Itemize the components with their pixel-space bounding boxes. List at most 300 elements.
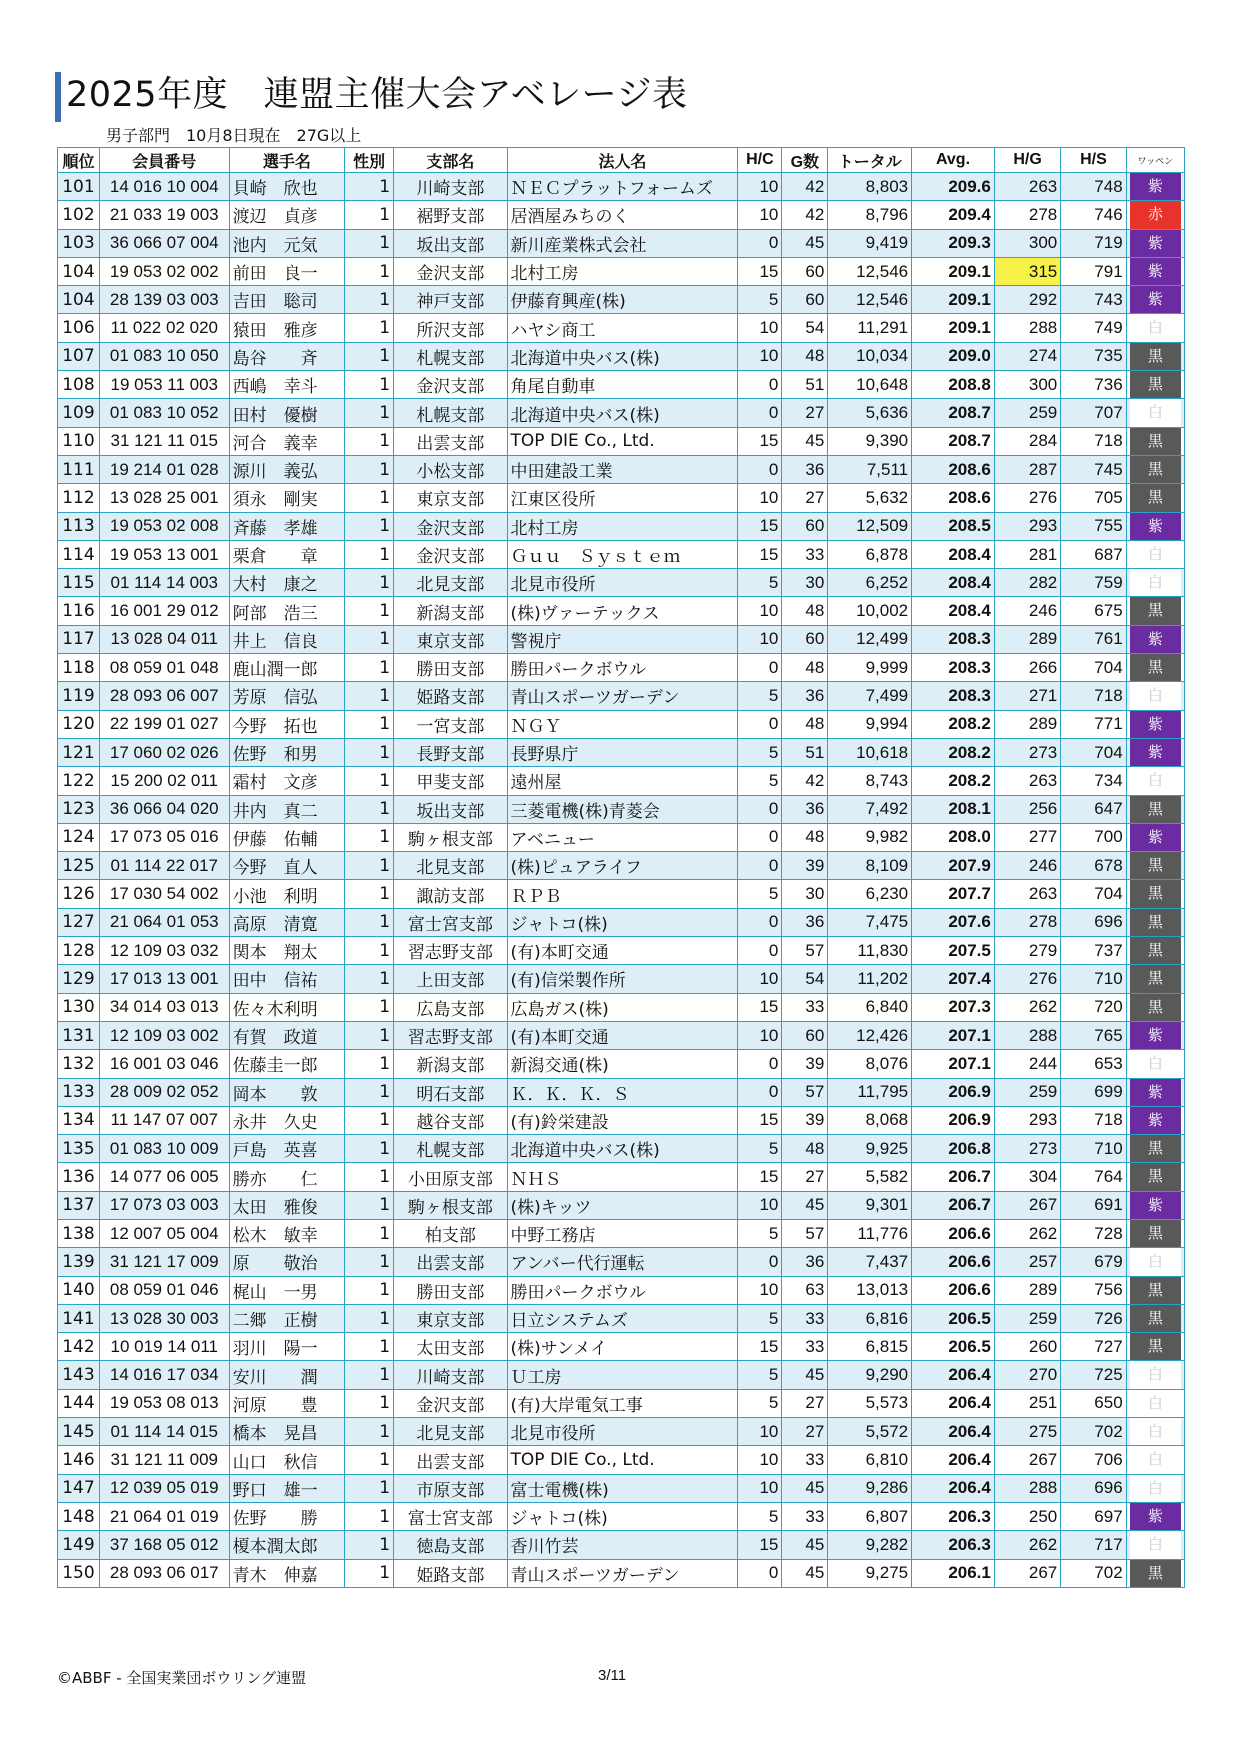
table-cell-games: 57 (782, 1078, 828, 1106)
patch-badge: 白 (1130, 1418, 1181, 1445)
table-cell-handicap: 5 (738, 880, 782, 908)
table-cell-high-game: 275 (994, 1418, 1060, 1446)
table-cell-high-game: 289 (994, 1276, 1060, 1304)
table-row (58, 257, 1185, 285)
table-cell-total: 11,202 (828, 965, 912, 993)
table-cell-player-name: 関本 翔太 (229, 937, 344, 965)
table-cell-high-game: 281 (994, 540, 1060, 568)
table-cell-player-name: 永井 久史 (229, 1106, 344, 1134)
table-cell-branch: 姫路支部 (394, 682, 507, 710)
table-cell-handicap: 10 (738, 1276, 782, 1304)
table-cell-rank: 136 (58, 1163, 100, 1191)
table-cell-high-game: 300 (994, 229, 1060, 257)
table-cell-games: 48 (782, 710, 828, 738)
table-cell-member-number: 17 030 54 002 (99, 880, 229, 908)
table-cell-sex: 1 (345, 1559, 394, 1587)
table-cell-average: 206.1 (912, 1559, 995, 1587)
table-cell-patch (1126, 1106, 1184, 1134)
table-cell-member-number: 08 059 01 048 (99, 654, 229, 682)
table-cell-rank: 149 (58, 1531, 100, 1559)
table-cell-patch (1126, 823, 1184, 851)
table-cell-member-number: 28 093 06 017 (99, 1559, 229, 1587)
table-cell-sex: 1 (345, 682, 394, 710)
table-cell-handicap: 15 (738, 540, 782, 568)
table-row (58, 1248, 1185, 1276)
table-row (58, 342, 1185, 370)
table-cell-total: 8,076 (828, 1050, 912, 1078)
table-row (58, 229, 1185, 257)
table-row (58, 1446, 1185, 1474)
table-cell-handicap: 0 (738, 710, 782, 738)
table-cell-member-number: 28 009 02 052 (99, 1078, 229, 1106)
title-accent-bar (55, 72, 61, 122)
table-cell-sex: 1 (345, 908, 394, 936)
table-cell-player-name: 島谷 斉 (229, 342, 344, 370)
header-handicap: H/C (738, 148, 782, 173)
table-cell-player-name: 河合 義幸 (229, 427, 344, 455)
patch-badge: 紫 (1130, 1503, 1181, 1530)
patch-badge: 黒 (1130, 994, 1181, 1021)
table-cell-sex: 1 (345, 314, 394, 342)
table-cell-total: 9,286 (828, 1474, 912, 1502)
table-cell-player-name: 榎本潤太郎 (229, 1531, 344, 1559)
table-cell-average: 206.4 (912, 1474, 995, 1502)
header-patch: ワッペン (1126, 148, 1184, 173)
table-cell-total: 8,796 (828, 201, 912, 229)
table-cell-patch (1126, 654, 1184, 682)
table-cell-corporation: 警視庁 (507, 625, 738, 653)
table-cell-corporation: 北海道中央バス(株) (507, 342, 738, 370)
table-cell-average: 206.5 (912, 1333, 995, 1361)
table-cell-sex: 1 (345, 937, 394, 965)
table-cell-branch: 諏訪支部 (394, 880, 507, 908)
table-cell-sex: 1 (345, 1389, 394, 1417)
table-row (58, 1276, 1185, 1304)
patch-badge: 白 (1130, 682, 1181, 709)
table-row (58, 852, 1185, 880)
table-row (58, 1219, 1185, 1247)
table-row (58, 569, 1185, 597)
table-cell-total: 13,013 (828, 1276, 912, 1304)
table-cell-games: 39 (782, 852, 828, 880)
table-cell-corporation: 北村工房 (507, 512, 738, 540)
table-cell-high-game: 260 (994, 1333, 1060, 1361)
table-cell-branch: 札幌支部 (394, 342, 507, 370)
table-cell-patch (1126, 371, 1184, 399)
table-cell-handicap: 15 (738, 427, 782, 455)
table-cell-member-number: 31 121 11 015 (99, 427, 229, 455)
patch-badge: 紫 (1130, 711, 1181, 738)
table-cell-corporation: ＮＧＹ (507, 710, 738, 738)
table-cell-games: 39 (782, 1050, 828, 1078)
table-cell-corporation: ハヤシ商工 (507, 314, 738, 342)
table-cell-member-number: 11 022 02 020 (99, 314, 229, 342)
table-cell-games: 42 (782, 173, 828, 201)
table-cell-handicap: 15 (738, 257, 782, 285)
table-cell-patch (1126, 880, 1184, 908)
patch-badge: 黒 (1130, 1277, 1181, 1304)
table-cell-branch: 出雲支部 (394, 1446, 507, 1474)
table-cell-patch (1126, 540, 1184, 568)
table-cell-member-number: 12 007 05 004 (99, 1219, 229, 1247)
table-cell-high-series: 728 (1061, 1219, 1126, 1247)
table-cell-handicap: 5 (738, 1304, 782, 1332)
table-cell-average: 206.4 (912, 1361, 995, 1389)
table-cell-high-game: 267 (994, 1191, 1060, 1219)
patch-badge: 白 (1130, 1531, 1181, 1558)
table-cell-sex: 1 (345, 710, 394, 738)
table-cell-branch: 川崎支部 (394, 1361, 507, 1389)
table-row (58, 1361, 1185, 1389)
table-cell-sex: 1 (345, 371, 394, 399)
table-cell-high-series: 706 (1061, 1446, 1126, 1474)
table-cell-average: 208.7 (912, 427, 995, 455)
table-cell-sex: 1 (345, 1021, 394, 1049)
table-cell-member-number: 21 033 19 003 (99, 201, 229, 229)
table-cell-rank: 119 (58, 682, 100, 710)
table-cell-member-number: 12 039 05 019 (99, 1474, 229, 1502)
page-number: 3/11 (598, 1667, 627, 1684)
table-cell-high-game: 267 (994, 1446, 1060, 1474)
table-cell-corporation: Ｋ．Ｋ．Ｋ．Ｓ (507, 1078, 738, 1106)
table-cell-average: 208.4 (912, 569, 995, 597)
table-cell-player-name: 有賀 政道 (229, 1021, 344, 1049)
table-cell-player-name: 井上 信良 (229, 625, 344, 653)
table-row (58, 908, 1185, 936)
table-cell-handicap: 0 (738, 455, 782, 483)
table-cell-patch (1126, 1559, 1184, 1587)
table-cell-handicap: 10 (738, 1191, 782, 1219)
table-cell-patch (1126, 1333, 1184, 1361)
table-cell-total: 5,636 (828, 399, 912, 427)
table-cell-member-number: 34 014 03 013 (99, 993, 229, 1021)
table-cell-total: 8,743 (828, 767, 912, 795)
patch-badge: 黒 (1130, 1560, 1181, 1587)
table-cell-branch: 太田支部 (394, 1333, 507, 1361)
table-cell-corporation: (有)本町交通 (507, 1021, 738, 1049)
patch-badge: 白 (1130, 1446, 1181, 1473)
table-cell-handicap: 0 (738, 1559, 782, 1587)
table-cell-player-name: 青木 伸嘉 (229, 1559, 344, 1587)
table-cell-games: 48 (782, 597, 828, 625)
table-cell-player-name: 貝崎 欣也 (229, 173, 344, 201)
table-cell-handicap: 10 (738, 173, 782, 201)
table-cell-member-number: 14 016 17 034 (99, 1361, 229, 1389)
table-cell-games: 33 (782, 993, 828, 1021)
table-cell-total: 7,475 (828, 908, 912, 936)
table-cell-sex: 1 (345, 965, 394, 993)
table-cell-total: 6,840 (828, 993, 912, 1021)
table-cell-handicap: 15 (738, 1333, 782, 1361)
table-cell-branch: 金沢支部 (394, 512, 507, 540)
table-cell-total: 12,509 (828, 512, 912, 540)
table-cell-sex: 1 (345, 173, 394, 201)
table-cell-handicap: 5 (738, 1219, 782, 1247)
table-cell-branch: 上田支部 (394, 965, 507, 993)
table-cell-high-game: 271 (994, 682, 1060, 710)
table-cell-high-series: 756 (1061, 1276, 1126, 1304)
table-cell-average: 208.6 (912, 484, 995, 512)
table-cell-corporation: 遠州屋 (507, 767, 738, 795)
table-cell-branch: 所沢支部 (394, 314, 507, 342)
table-cell-high-game: 270 (994, 1361, 1060, 1389)
table-cell-games: 33 (782, 540, 828, 568)
table-cell-branch: 川崎支部 (394, 173, 507, 201)
table-cell-sex: 1 (345, 1219, 394, 1247)
table-cell-rank: 146 (58, 1446, 100, 1474)
table-cell-rank: 111 (58, 455, 100, 483)
table-cell-handicap: 0 (738, 399, 782, 427)
table-cell-patch (1126, 1446, 1184, 1474)
table-cell-handicap: 5 (738, 1135, 782, 1163)
table-cell-player-name: 羽川 陽一 (229, 1333, 344, 1361)
table-cell-high-series: 691 (1061, 1191, 1126, 1219)
table-cell-high-game: 288 (994, 314, 1060, 342)
table-cell-high-series: 717 (1061, 1531, 1126, 1559)
table-cell-sex: 1 (345, 1502, 394, 1530)
table-cell-total: 6,230 (828, 880, 912, 908)
table-cell-branch: 東京支部 (394, 484, 507, 512)
table-cell-sex: 1 (345, 342, 394, 370)
table-cell-corporation: 広島ガス(株) (507, 993, 738, 1021)
table-cell-branch: 東京支部 (394, 625, 507, 653)
table-cell-average: 208.3 (912, 682, 995, 710)
table-cell-high-game: 256 (994, 795, 1060, 823)
table-cell-sex: 1 (345, 286, 394, 314)
table-cell-rank: 133 (58, 1078, 100, 1106)
table-cell-handicap: 5 (738, 286, 782, 314)
table-cell-sex: 1 (345, 767, 394, 795)
table-cell-corporation: ＮＥＣプラットフォームズ (507, 173, 738, 201)
table-cell-rank: 131 (58, 1021, 100, 1049)
table-cell-patch (1126, 484, 1184, 512)
patch-badge: 白 (1130, 569, 1181, 596)
table-cell-sex: 1 (345, 1106, 394, 1134)
table-cell-handicap: 10 (738, 201, 782, 229)
table-cell-patch (1126, 1219, 1184, 1247)
table-cell-games: 60 (782, 625, 828, 653)
table-row (58, 597, 1185, 625)
table-cell-corporation: 北村工房 (507, 257, 738, 285)
header-corporation: 法人名 (507, 148, 738, 173)
table-cell-total: 11,830 (828, 937, 912, 965)
table-cell-player-name: 原 敬治 (229, 1248, 344, 1276)
table-cell-total: 9,282 (828, 1531, 912, 1559)
table-cell-rank: 113 (58, 512, 100, 540)
table-cell-corporation: 北海道中央バス(株) (507, 1135, 738, 1163)
table-cell-rank: 118 (58, 654, 100, 682)
table-cell-member-number: 16 001 03 046 (99, 1050, 229, 1078)
patch-badge: 黒 (1130, 1333, 1181, 1360)
table-cell-high-game: 289 (994, 625, 1060, 653)
table-row (58, 512, 1185, 540)
table-cell-high-game: 279 (994, 937, 1060, 965)
table-cell-corporation: TOP DIE Co., Ltd. (507, 1446, 738, 1474)
patch-badge: 白 (1130, 1475, 1181, 1502)
table-cell-player-name: 源川 義弘 (229, 455, 344, 483)
table-cell-corporation: 勝田パークボウル (507, 1276, 738, 1304)
table-cell-branch: 勝田支部 (394, 1276, 507, 1304)
table-cell-rank: 145 (58, 1418, 100, 1446)
table-cell-high-series: 755 (1061, 512, 1126, 540)
table-cell-handicap: 10 (738, 1474, 782, 1502)
table-cell-player-name: 井内 真二 (229, 795, 344, 823)
patch-badge: 黒 (1130, 965, 1181, 992)
table-cell-games: 57 (782, 937, 828, 965)
table-cell-games: 60 (782, 1021, 828, 1049)
table-cell-patch (1126, 342, 1184, 370)
table-cell-high-game: 263 (994, 173, 1060, 201)
header-high-series: H/S (1061, 148, 1126, 173)
table-row (58, 738, 1185, 766)
table-cell-games: 36 (782, 455, 828, 483)
table-cell-rank: 112 (58, 484, 100, 512)
table-cell-patch (1126, 173, 1184, 201)
table-cell-average: 208.5 (912, 512, 995, 540)
table-cell-player-name: 戸島 英喜 (229, 1135, 344, 1163)
table-cell-average: 207.7 (912, 880, 995, 908)
table-row (58, 1106, 1185, 1134)
table-cell-handicap: 10 (738, 1021, 782, 1049)
table-cell-player-name: 勝亦 仁 (229, 1163, 344, 1191)
table-cell-high-game: 263 (994, 767, 1060, 795)
table-cell-high-game: 257 (994, 1248, 1060, 1276)
table-cell-high-game: 293 (994, 512, 1060, 540)
table-row (58, 201, 1185, 229)
table-cell-branch: 出雲支部 (394, 1248, 507, 1276)
table-cell-average: 206.6 (912, 1248, 995, 1276)
table-cell-high-series: 704 (1061, 654, 1126, 682)
table-cell-branch: 習志野支部 (394, 937, 507, 965)
table-cell-sex: 1 (345, 1248, 394, 1276)
table-cell-games: 36 (782, 682, 828, 710)
patch-badge: 白 (1130, 1390, 1181, 1417)
table-cell-player-name: 田中 信祐 (229, 965, 344, 993)
table-cell-average: 206.6 (912, 1276, 995, 1304)
table-cell-rank: 150 (58, 1559, 100, 1587)
table-cell-high-series: 726 (1061, 1304, 1126, 1332)
table-cell-total: 9,290 (828, 1361, 912, 1389)
table-cell-member-number: 14 077 06 005 (99, 1163, 229, 1191)
table-cell-average: 206.7 (912, 1163, 995, 1191)
table-cell-rank: 140 (58, 1276, 100, 1304)
table-cell-average: 209.4 (912, 201, 995, 229)
table-cell-player-name: 梶山 一男 (229, 1276, 344, 1304)
table-cell-player-name: 野口 雄一 (229, 1474, 344, 1502)
table-cell-rank: 147 (58, 1474, 100, 1502)
table-cell-total: 7,492 (828, 795, 912, 823)
table-cell-games: 45 (782, 229, 828, 257)
table-cell-average: 206.9 (912, 1078, 995, 1106)
table-cell-high-game: 293 (994, 1106, 1060, 1134)
table-cell-branch: 勝田支部 (394, 654, 507, 682)
table-cell-corporation: アンバー代行運転 (507, 1248, 738, 1276)
table-cell-games: 33 (782, 1502, 828, 1530)
table-cell-patch (1126, 710, 1184, 738)
table-row (58, 965, 1185, 993)
patch-badge: 紫 (1130, 230, 1181, 257)
table-cell-rank: 109 (58, 399, 100, 427)
header-branch: 支部名 (394, 148, 507, 173)
page-title: 2025年度 連盟主催大会アベレージ表 (66, 75, 688, 115)
table-cell-sex: 1 (345, 1333, 394, 1361)
table-cell-high-game: 246 (994, 597, 1060, 625)
table-row (58, 937, 1185, 965)
table-cell-rank: 122 (58, 767, 100, 795)
table-cell-average: 206.4 (912, 1389, 995, 1417)
table-cell-patch (1126, 1135, 1184, 1163)
table-cell-branch: 金沢支部 (394, 540, 507, 568)
table-cell-games: 33 (782, 1446, 828, 1474)
table-cell-branch: 北見支部 (394, 1418, 507, 1446)
patch-badge: 白 (1130, 314, 1181, 341)
table-cell-member-number: 17 073 05 016 (99, 823, 229, 851)
table-cell-total: 12,426 (828, 1021, 912, 1049)
table-cell-branch: 徳島支部 (394, 1531, 507, 1559)
table-cell-high-series: 736 (1061, 371, 1126, 399)
patch-badge: 黒 (1130, 937, 1181, 964)
table-cell-branch: 裾野支部 (394, 201, 507, 229)
table-cell-rank: 139 (58, 1248, 100, 1276)
table-cell-high-series: 764 (1061, 1163, 1126, 1191)
table-cell-high-game: 278 (994, 908, 1060, 936)
table-row (58, 427, 1185, 455)
table-cell-player-name: 橋本 晃昌 (229, 1418, 344, 1446)
table-cell-average: 206.8 (912, 1135, 995, 1163)
table-cell-handicap: 10 (738, 484, 782, 512)
table-cell-player-name: 安川 潤 (229, 1361, 344, 1389)
table-cell-player-name: 須永 剛実 (229, 484, 344, 512)
table-cell-games: 27 (782, 1163, 828, 1191)
table-cell-high-game: 282 (994, 569, 1060, 597)
table-cell-games: 60 (782, 257, 828, 285)
table-cell-corporation: ＲＰＢ (507, 880, 738, 908)
table-cell-patch (1126, 1248, 1184, 1276)
table-cell-sex: 1 (345, 1050, 394, 1078)
table-cell-corporation: 北見市役所 (507, 1418, 738, 1446)
table-cell-member-number: 19 053 11 003 (99, 371, 229, 399)
table-cell-player-name: 西嶋 幸斗 (229, 371, 344, 399)
table-cell-branch: 長野支部 (394, 738, 507, 766)
table-cell-handicap: 10 (738, 314, 782, 342)
table-cell-corporation: 三菱電機(株)青菱会 (507, 795, 738, 823)
table-cell-high-series: 697 (1061, 1502, 1126, 1530)
table-cell-games: 45 (782, 1531, 828, 1559)
table-cell-member-number: 13 028 04 011 (99, 625, 229, 653)
table-cell-member-number: 28 139 03 003 (99, 286, 229, 314)
table-cell-branch: 駒ヶ根支部 (394, 823, 507, 851)
table-cell-games: 42 (782, 201, 828, 229)
table-cell-player-name: 小池 利明 (229, 880, 344, 908)
patch-badge: 黒 (1130, 852, 1181, 879)
table-cell-high-series: 759 (1061, 569, 1126, 597)
table-cell-branch: 金沢支部 (394, 371, 507, 399)
table-cell-high-game: 288 (994, 1474, 1060, 1502)
table-cell-games: 51 (782, 738, 828, 766)
table-cell-total: 12,546 (828, 257, 912, 285)
table-cell-corporation: ジャトコ(株) (507, 908, 738, 936)
table-cell-sex: 1 (345, 427, 394, 455)
table-row (58, 484, 1185, 512)
header-sex: 性別 (345, 148, 394, 173)
table-cell-high-series: 675 (1061, 597, 1126, 625)
patch-badge: 白 (1130, 541, 1181, 568)
table-cell-patch (1126, 201, 1184, 229)
table-cell-corporation: 香川竹芸 (507, 1531, 738, 1559)
table-cell-rank: 116 (58, 597, 100, 625)
table-cell-branch: 札幌支部 (394, 399, 507, 427)
table-cell-average: 206.3 (912, 1502, 995, 1530)
